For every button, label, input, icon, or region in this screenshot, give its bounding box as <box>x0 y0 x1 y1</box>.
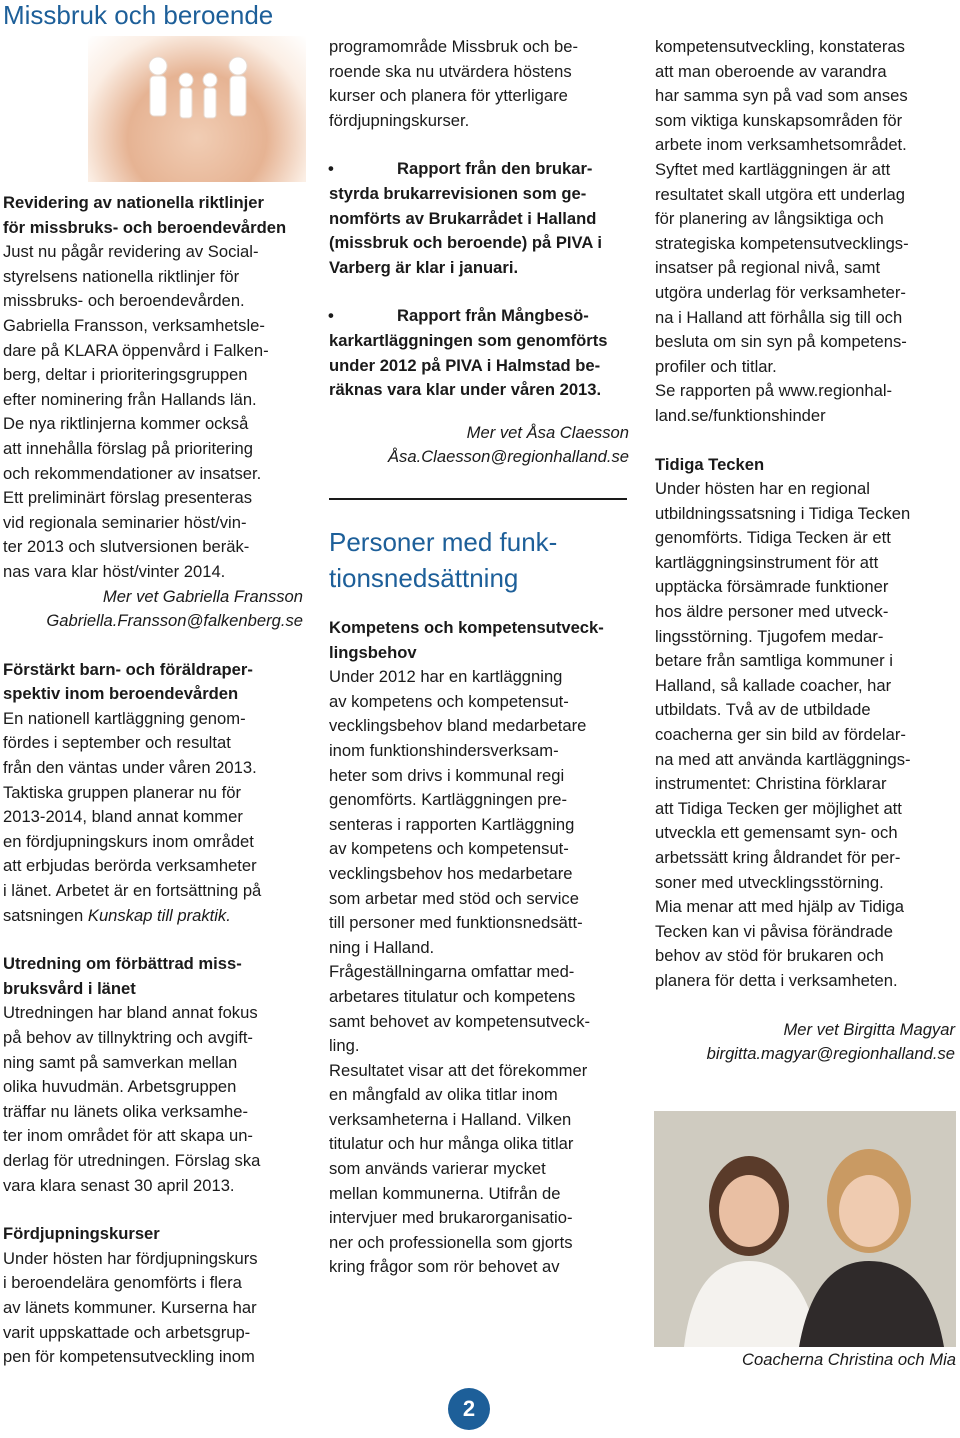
text-line: till personer med funktionsnedsätt- <box>329 913 583 933</box>
text-line: av kompetens och kompetensut- <box>329 691 569 711</box>
komp-heading-line-1: Kompetens och kompetensutveck- <box>329 618 604 637</box>
komp-heading-line-2: lingsbehov <box>329 642 417 662</box>
bullet-2-text <box>329 304 629 402</box>
text-line: av kompetens och kompetensut- <box>329 839 569 859</box>
fordjup-heading: Fördjupningskurser <box>3 1224 160 1244</box>
bullet-item-1 <box>329 157 629 280</box>
riktlinjer-heading-line-1: Revidering av nationella riktlinjer <box>3 193 264 212</box>
text-line: Resultatet visar att det förekommer <box>329 1060 588 1080</box>
text-line: verksamheterna i Halland. Vilken <box>329 1109 572 1129</box>
text-line: Just nu pågår revidering av Social- <box>3 242 259 262</box>
text-line: behov av stöd för brukaren och <box>655 946 884 966</box>
fordjup-body <box>3 1247 303 1370</box>
utredning-heading-line-1: Utredning om förbättrad miss- <box>3 954 242 974</box>
text-line: profiler och titlar. <box>655 356 777 376</box>
text-line: i länet. Arbetet är en fortsättning på <box>3 881 262 901</box>
riktlinjer-email[interactable]: Gabriella.Fransson@falkenberg.se <box>46 611 303 631</box>
bullet-1-text <box>329 157 629 280</box>
divider-line <box>329 498 627 500</box>
barn-heading-line-2: spektiv inom beroendevården <box>3 684 239 704</box>
text-line: kurser och planera för ytterligare <box>329 86 568 106</box>
text-line: som används varierar mycket <box>329 1159 546 1179</box>
text-line: hos äldre personer med utveck- <box>655 602 889 622</box>
text-line: att innehålla förslag på prioritering <box>3 438 253 458</box>
riktlinjer-contact: Mer vet Gabriella Fransson <box>102 586 303 606</box>
komp-body <box>329 665 629 1280</box>
bullet-dot-icon: • <box>328 159 334 179</box>
text-line: vara klara senast 30 april 2013. <box>3 1175 235 1195</box>
text-line: ning i Halland. <box>329 937 435 957</box>
section-title-missbruk: Missbruk och beroende <box>3 0 274 30</box>
text-line: genomförts. Kartläggningen pre- <box>329 790 567 810</box>
section-title-funktion-2: tionsnedsättning <box>329 563 519 593</box>
text-line: har samma syn på vad som anses <box>655 86 908 106</box>
text-line: Ett preliminärt förslag presenteras <box>3 488 253 508</box>
text-line: berg, deltar i prioriteringsgruppen <box>3 365 248 385</box>
asa-contact: Mer vet Åsa Claesson <box>466 422 629 442</box>
text-line: planera för detta i verksamheten. <box>655 970 898 990</box>
barn-last-plain: satsningen <box>3 905 88 925</box>
text-line: att Tidiga Tecken ger möjlighet att <box>655 798 902 818</box>
text-line: utbildningssatsning i Tidiga Tecken <box>655 503 911 523</box>
text-line: Halland, så kallade coacher, har <box>655 675 892 695</box>
kartlaggning-body <box>655 35 955 429</box>
text-line: inom funktionshindersverksam- <box>329 740 559 760</box>
text-line: olika huvudmän. Arbetsgruppen <box>3 1077 237 1097</box>
text-line: Frågeställningarna omfattar med- <box>329 962 575 982</box>
text-line: programområde Missbruk och be- <box>329 37 579 56</box>
text-line: land.se/funktionshinder <box>655 405 826 425</box>
text-line: träffar nu länets olika verksamhe- <box>3 1101 249 1121</box>
text-line: fördes i september och resultat <box>3 733 231 753</box>
text-line: (missbruk och beroende) på PIVA i <box>329 233 602 253</box>
asa-email[interactable]: Åsa.Claesson@regionhalland.se <box>387 447 629 467</box>
text-line: nomförts av Brukarrådet i Halland <box>329 208 597 228</box>
riktlinjer-article <box>3 191 303 1370</box>
text-line: resultatet skall utgöra ett underlag <box>655 184 905 204</box>
text-line: Taktiska gruppen planerar nu för <box>3 782 241 802</box>
text-line: arbete inom verksamhetsområdet. <box>655 135 907 155</box>
text-line: att man oberoende av varandra <box>655 61 887 81</box>
text-line: Under hösten har en regional <box>655 479 870 499</box>
text-line: lingsstörning. Tjugofem medar- <box>655 626 884 646</box>
utredning-heading-line-2: bruksvård i länet <box>3 978 136 998</box>
text-line: Varberg är klar i januari. <box>329 257 519 277</box>
text-line: kompetensutveckling, konstateras <box>655 37 905 56</box>
text-line: fördjupningskurser. <box>329 110 470 130</box>
text-line: karkartläggningen som genomförts <box>329 330 608 350</box>
bullet-item-2 <box>329 304 629 402</box>
text-line: Se rapporten på www.regionhal- <box>655 381 893 401</box>
text-line: genomförts. Tidiga Tecken är ett <box>655 528 891 548</box>
text-line: senteras i rapporten Kartläggning <box>329 814 575 834</box>
text-line: upptäcka försämrade funktioner <box>655 577 889 597</box>
text-line: De nya riktlinjerna kommer också <box>3 414 249 434</box>
text-line: varit uppskattade och arbetsgrup- <box>3 1322 251 1342</box>
text-line: en fördjupningskurs inom området <box>3 831 254 851</box>
text-line: 2013-2014, bland annat kommer <box>3 807 243 827</box>
barn-last-line <box>3 904 303 929</box>
text-line: under 2012 på PIVA i Halmstad be- <box>329 355 601 375</box>
text-line: i beroendelära genomförts i flera <box>3 1273 242 1293</box>
text-line: kartläggningsinstrument för att <box>655 552 879 572</box>
riktlinjer-body <box>3 240 303 584</box>
text-line: som viktiga kunskapsområden för <box>655 110 903 130</box>
text-line: för planering av långsiktiga och <box>655 209 884 229</box>
text-line: Under 2012 har en kartläggning <box>329 667 563 687</box>
text-line: besluta om sin syn på kompetens- <box>655 332 907 352</box>
text-line: na i Halland att förhålla sig till och <box>655 307 903 327</box>
text-line: en mångfald av olika titlar inom <box>329 1085 558 1105</box>
text-line: heter som drivs i kommunal regi <box>329 765 565 785</box>
text-line: av länets kommuner. Kurserna har <box>3 1297 257 1317</box>
birgitta-email[interactable]: birgitta.magyar@regionhalland.se <box>706 1044 955 1064</box>
text-line: derlag för utredningen. Förslag ska <box>3 1150 261 1170</box>
text-line: na med att använda kartläggnings- <box>655 749 911 769</box>
text-line: vecklingsbehov hos medarbetare <box>329 863 573 883</box>
intro-body <box>329 35 629 133</box>
text-line: samt behovet av kompetensutveck- <box>329 1011 591 1031</box>
bullet-list <box>329 157 629 402</box>
text-line: utgöra underlag för verksamheter- <box>655 282 906 302</box>
text-line: Mia menar att med hjälp av Tidiga <box>655 897 905 917</box>
barn-last-italic: Kunskap till praktik. <box>87 905 231 925</box>
text-line: Rapport från Mångbesö- <box>397 306 589 326</box>
text-line: utveckla ett gemensamt syn- och <box>655 823 898 843</box>
text-line: Tecken kan vi påvisa förändrade <box>655 921 893 941</box>
text-line: att erbjudas berörda verksamheter <box>3 856 257 876</box>
text-line: efter nominering från Hallands län. <box>3 389 257 409</box>
section-title-funktion-1: Personer med funk- <box>329 527 558 557</box>
birgitta-contact: Mer vet Birgitta Magyar <box>783 1019 955 1039</box>
text-line: Utredningen har bland annat fokus <box>3 1003 258 1023</box>
text-line: styrelsens nationella riktlinjer för <box>3 266 240 286</box>
text-line: på behov av tillnyktring och avgift- <box>3 1028 253 1047</box>
tidiga-body <box>655 477 955 993</box>
text-line: insatser på regional nivå, samt <box>655 258 881 278</box>
barn-heading-line-1: Förstärkt barn- och föräldraper- <box>3 659 253 679</box>
text-line: instrumentet: Christina förklarar <box>655 774 887 794</box>
text-line: ter inom området för att skapa un- <box>3 1126 253 1146</box>
text-line: titulatur och hur många olika titlar <box>329 1134 574 1154</box>
text-line: som arbetar med stöd och service <box>329 888 579 908</box>
text-line: vecklingsbehov bland medarbetare <box>329 716 587 736</box>
text-line: Rapport från den brukar- <box>397 159 593 179</box>
text-line: coacherna ger sin bild av fördelar- <box>655 725 906 745</box>
text-line: strategiska kompetensutvecklings- <box>655 233 909 253</box>
utredning-body <box>3 1001 303 1198</box>
text-line: betare från samtliga kommuner i <box>655 651 893 671</box>
text-line: ner och professionella som gjorts <box>329 1232 573 1252</box>
text-line: mellan kommunerna. Utifrån de <box>329 1183 561 1203</box>
text-line: från den väntas under våren 2013. <box>3 758 257 778</box>
two-women-photo-icon <box>654 1111 956 1347</box>
text-line: intervjuer med brukarorganisatio- <box>329 1208 573 1228</box>
photo-caption: Coacherna Christina och Mia <box>742 1350 956 1369</box>
riktlinjer-heading-line-2: för missbruks- och beroendevården <box>3 217 287 237</box>
barn-body <box>3 707 303 904</box>
text-line: arbetares titulatur och kompetens <box>329 986 576 1006</box>
text-line: soner med utvecklingsstörning. <box>655 872 884 892</box>
text-line: Under hösten har fördjupningskurs <box>3 1248 258 1268</box>
text-line: dare på KLARA öppenvård i Falken- <box>3 340 269 360</box>
text-line: kring frågor som rör behovet av <box>329 1257 560 1277</box>
text-line: räknas vara klar under våren 2013. <box>329 380 602 400</box>
text-line: ter 2013 och slutversionen beräk- <box>3 537 250 557</box>
text-line: Syftet med kartläggningen är att <box>655 159 891 179</box>
text-line: vid regionala seminarier höst/vin- <box>3 512 247 532</box>
text-line: En nationell kartläggning genom- <box>3 708 246 728</box>
text-line: styrda brukarrevisionen som ge- <box>329 183 587 203</box>
text-line: utbildats. Två av de utbildade <box>655 700 871 720</box>
tidiga-heading: Tidiga Tecken <box>655 454 765 474</box>
page-number: 2 <box>448 1388 490 1430</box>
text-line: missbruks- och beroendevården. <box>3 291 245 311</box>
text-line: Gabriella Fransson, verksamhetsle- <box>3 315 265 335</box>
text-line: roende ska nu utvärdera höstens <box>329 61 572 81</box>
coaches-photo <box>654 1111 956 1347</box>
paper-family-icon <box>88 36 306 182</box>
text-line: arbetssätt kring åldrandet för per- <box>655 848 901 867</box>
text-line: och rekommendationer av insatser. <box>3 463 262 483</box>
text-line: ning samt på samverkan mellan <box>3 1052 238 1072</box>
hands-family-photo <box>88 36 306 182</box>
text-line: pen för kompetensutveckling inom <box>3 1347 255 1367</box>
text-line: ling. <box>329 1036 360 1056</box>
text-line: nas vara klar höst/vinter 2014. <box>3 561 226 581</box>
bullet-dot-icon: • <box>328 306 334 326</box>
